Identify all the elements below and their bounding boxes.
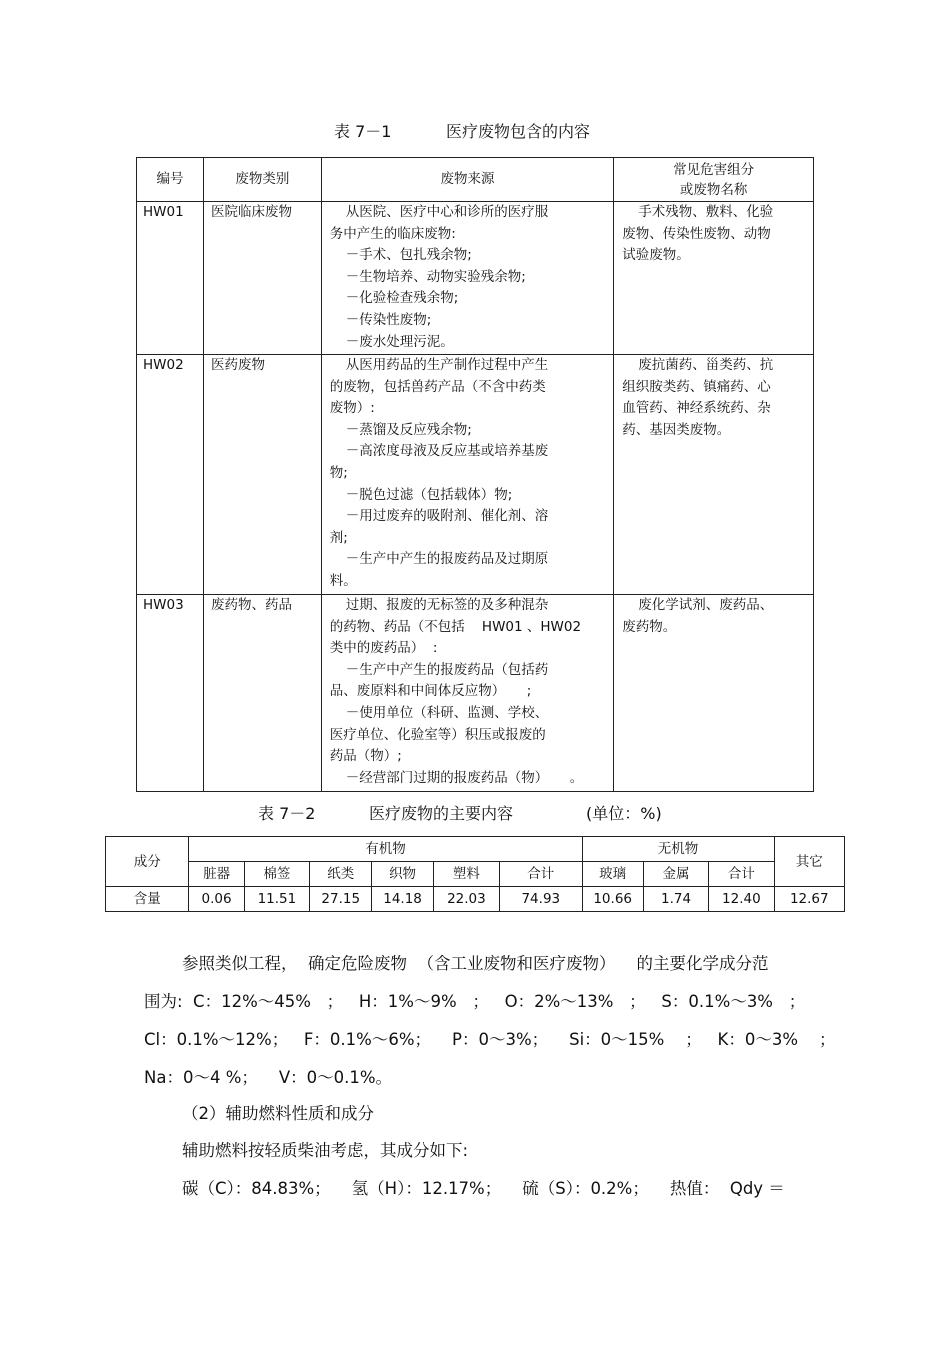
waste-category: 医院临床废物 — [203, 202, 321, 355]
source-line: 从医院、医疗中心和诊所的医疗服 — [345, 204, 549, 220]
value-cell: 12.40 — [709, 887, 774, 912]
header-category: 废物类别 — [203, 158, 321, 202]
subheader: 合计 — [709, 862, 774, 887]
subheader: 玻璃 — [582, 862, 643, 887]
source-line: 物; — [329, 464, 348, 481]
table2-caption-number: 表 7－2 — [258, 804, 316, 823]
table2-caption-title: 医疗废物的主要内容 — [369, 804, 514, 823]
table-row — [137, 355, 814, 595]
medical-waste-composition-table — [105, 836, 845, 912]
table2-caption-unit: (单位：%) — [586, 804, 662, 823]
source-line: －生产中产生的报废药品（包括药 — [345, 661, 549, 678]
component-line: 废药物。 — [622, 618, 677, 635]
waste-components — [614, 355, 814, 595]
source-line: －用过废弃的吸附剂、催化剂、溶 — [345, 508, 549, 525]
source-line: 类中的废药品） : — [329, 640, 438, 657]
source-line: －高浓度母液及反应基或培养基废 — [345, 443, 549, 460]
table-row — [106, 887, 845, 912]
value-cell: 0.06 — [189, 887, 244, 912]
medical-waste-contents-table — [136, 157, 814, 792]
component-line: 废化学试剂、废药品、 — [638, 597, 774, 613]
value-cell: 14.18 — [372, 887, 433, 912]
group-inorganic: 无机物 — [582, 837, 774, 862]
waste-category: 废药物、药品 — [203, 595, 321, 792]
source-line: －废水处理污泥。 — [345, 333, 454, 350]
value-cell: 27.15 — [310, 887, 372, 912]
subheader: 合计 — [500, 862, 582, 887]
source-line: 料。 — [329, 572, 357, 589]
component-line: 组织胺类药、镇痛药、心 — [622, 378, 771, 395]
value-cell: 22.03 — [433, 887, 499, 912]
waste-components — [614, 202, 814, 355]
waste-category: 医药废物 — [203, 355, 321, 595]
source-line: －使用单位（科研、监测、学校、 — [345, 704, 549, 721]
value-cell: 1.74 — [643, 887, 708, 912]
table1-header-row — [137, 158, 814, 202]
component-line: 废抗菌药、甾类药、抗 — [638, 357, 774, 373]
source-line: －生物培养、动物实验残余物; — [345, 268, 526, 285]
header-source: 废物来源 — [321, 158, 614, 202]
value-cell: 74.93 — [500, 887, 582, 912]
waste-source — [321, 202, 614, 355]
waste-source — [321, 355, 614, 595]
source-line: 医疗单位、化验室等）积压或报废的 — [329, 726, 546, 743]
label-other: 其它 — [774, 837, 844, 887]
subheader: 塑料 — [433, 862, 499, 887]
header-code: 编号 — [137, 158, 204, 202]
value-cell: 12.67 — [774, 887, 844, 912]
subheader: 织物 — [372, 862, 433, 887]
source-line: －脱色过滤（包括载体）物; — [345, 486, 513, 503]
source-line: －经营部门过期的报废药品（物） 。 — [345, 769, 584, 786]
component-line: 试验废物。 — [622, 247, 690, 264]
source-line: 的药物、药品（不包括 HW01 、HW02 — [329, 618, 582, 635]
subheader: 金属 — [643, 862, 708, 887]
subheader: 纸类 — [310, 862, 372, 887]
header-components — [614, 158, 814, 202]
source-line: －蒸馏及反应残余物; — [345, 421, 472, 438]
waste-source — [321, 595, 614, 792]
subheader: 棉签 — [244, 862, 309, 887]
source-line: －化验检查残余物; — [345, 290, 459, 307]
paragraph-line: Na：0～4 %； V：0～0.1%。 — [144, 1068, 393, 1087]
source-line: 务中产生的临床废物: — [329, 225, 456, 242]
header-components-line1: 常见危害组分 — [673, 161, 755, 178]
table2-subheader-row — [106, 862, 845, 887]
table-row — [137, 595, 814, 792]
paragraph-line: Cl：0.1%～12%； F：0.1%～6%； P：0～3%； Si：0～15% ； K：0～3% ； — [144, 1030, 836, 1049]
row-label-content: 含量 — [106, 887, 189, 912]
table-row — [137, 202, 814, 355]
component-line: 血管药、神经系统药、杂 — [622, 400, 771, 417]
table2-group-row — [106, 837, 845, 862]
source-line: －生产中产生的报废药品及过期原 — [345, 551, 549, 568]
paragraph-line: 围为: C：12%～45% ； H：1%～9% ； O：2%～13% ； S：0.1%～3% ； — [144, 992, 806, 1011]
waste-code: HW02 — [137, 355, 204, 595]
waste-code: HW03 — [137, 595, 204, 792]
source-line: 品、废原料和中间体反应物） ; — [329, 683, 532, 700]
component-line: 手术残物、敷料、化验 — [638, 204, 774, 220]
paragraph-line: 碳（C）：84.83%； 氢（H）：12.17%； 硫（S）：0.2%； 热值： Qdy ＝ — [182, 1179, 785, 1198]
subheader: 脏器 — [189, 862, 244, 887]
source-line: －手术、包扎残余物; — [345, 247, 472, 264]
source-line: 药品（物）; — [329, 748, 402, 765]
component-line: 废物、传染性废物、动物 — [622, 225, 771, 242]
table1-caption-number: 表 7－1 — [334, 122, 392, 141]
source-line: 过期、报废的无标签的及多种混杂 — [345, 597, 549, 613]
table1-caption-title: 医疗废物包含的内容 — [446, 122, 591, 141]
section-heading: （2）辅助燃料性质和成分 — [182, 1104, 374, 1123]
component-line: 药、基因类废物。 — [622, 421, 731, 438]
paragraph-line: 参照类似工程， 确定危险废物 （含工业废物和医疗废物） 的主要化学成分范 — [182, 954, 769, 973]
waste-components — [614, 595, 814, 792]
source-line: 废物）: — [329, 400, 375, 417]
label-component: 成分 — [106, 837, 189, 887]
paragraph-line: 辅助燃料按轻质柴油考虑，其成分如下: — [182, 1141, 469, 1160]
waste-code: HW01 — [137, 202, 204, 355]
value-cell: 11.51 — [244, 887, 309, 912]
source-line: 剂; — [329, 529, 348, 546]
source-line: 的废物，包括兽药产品（不含中药类 — [329, 378, 546, 395]
group-organic: 有机物 — [189, 837, 582, 862]
source-line: －传染性废物; — [345, 311, 432, 328]
header-components-line2: 或废物名称 — [679, 181, 748, 198]
source-line: 从医用药品的生产制作过程中产生 — [345, 357, 549, 373]
value-cell: 10.66 — [582, 887, 643, 912]
